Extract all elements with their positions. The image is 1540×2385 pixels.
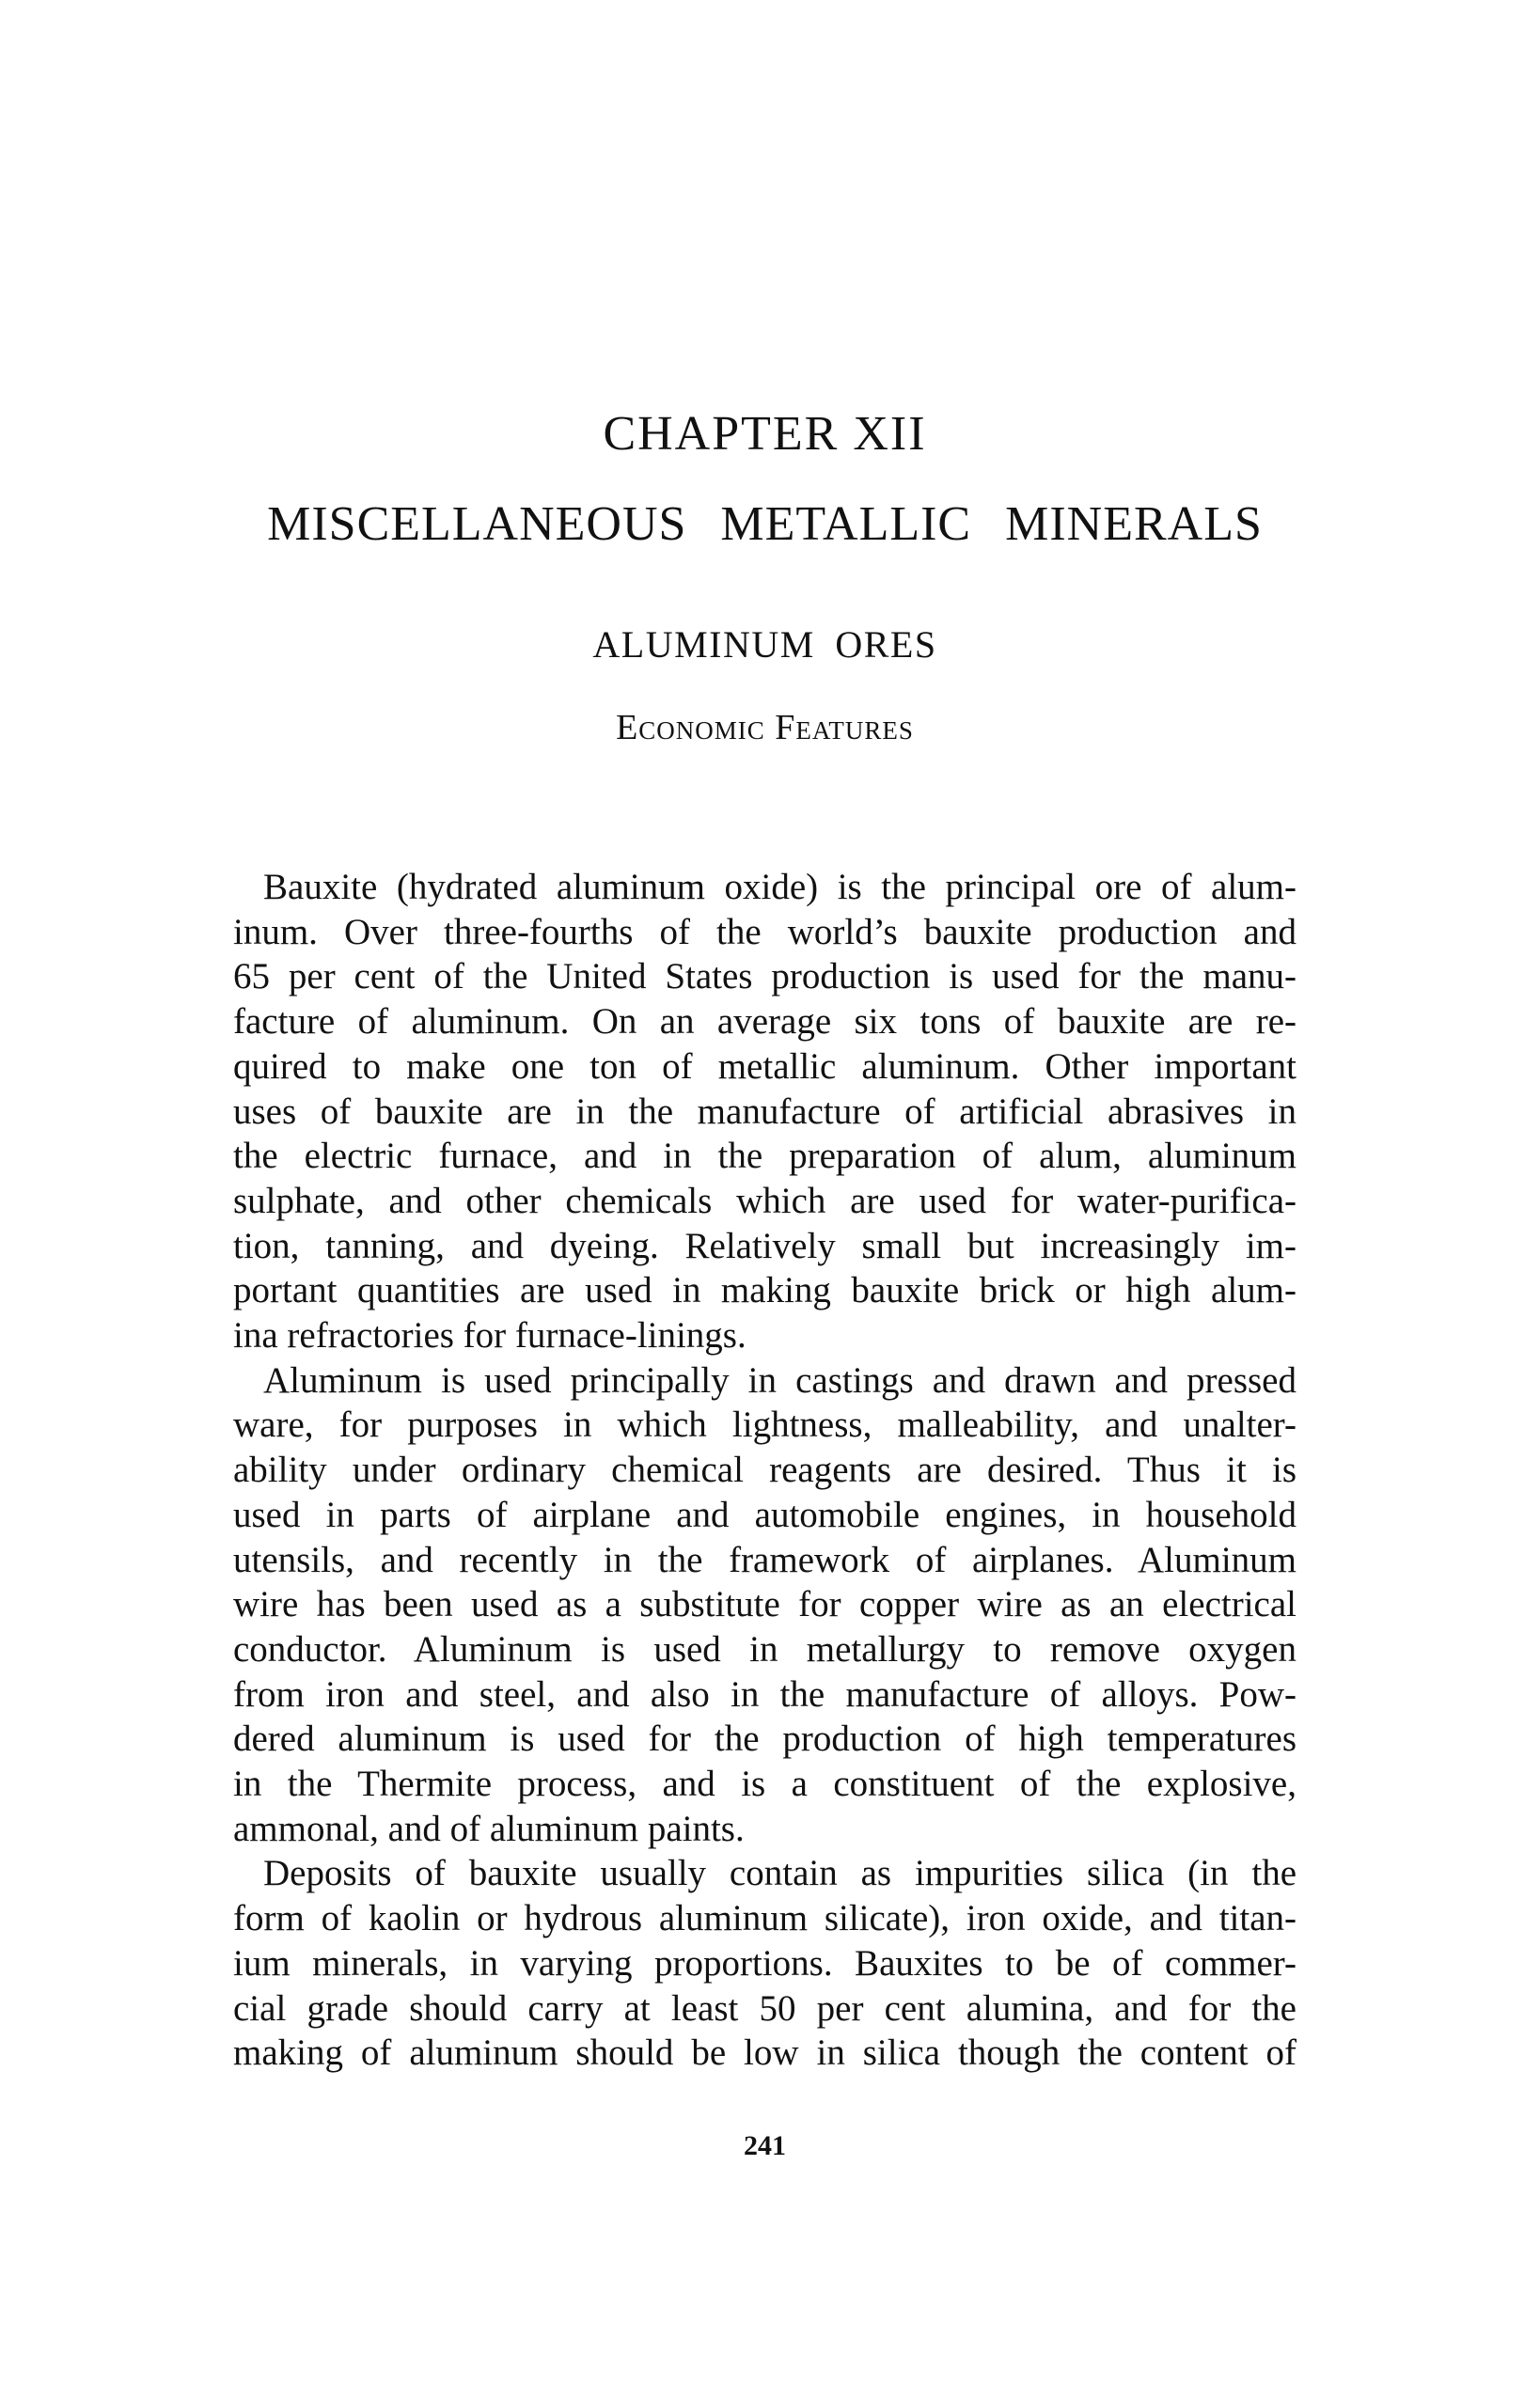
paragraph bbox=[233, 1851, 1296, 2076]
page-number: 241 bbox=[744, 2130, 786, 2161]
text-line: dered aluminum is used for the production of high temperatures bbox=[233, 1718, 1296, 1760]
subsection-heading: Economic Features bbox=[616, 708, 914, 747]
text-line: wire has been used as a substitute for copper wire as an electrical bbox=[233, 1584, 1296, 1625]
text-line: Bauxite (hydrated aluminum oxide) is the principal ore of alum- bbox=[263, 867, 1296, 907]
text-line: Aluminum is used principally in castings and drawn and pressed bbox=[263, 1359, 1296, 1401]
text-line: form of kaolin or hydrous aluminum silicate), iron oxide, and titan- bbox=[233, 1898, 1296, 1939]
text-line: cial grade should carry at least 50 per cent alumina, and for the bbox=[233, 1987, 1296, 2029]
text-line: making of aluminum should be low in silica though the content of bbox=[233, 2032, 1296, 2074]
text-line: ware, for purposes in which lightness, malleability, and unalter- bbox=[233, 1404, 1296, 1446]
body-text bbox=[233, 865, 1296, 2076]
text-line: uses of bauxite are in the manufacture of artificial abrasives in bbox=[233, 1091, 1296, 1132]
section-heading: ALUMINUM ORES bbox=[592, 623, 937, 666]
text-line: facture of aluminum. On an average six tons of bauxite are re- bbox=[233, 1001, 1296, 1043]
text-line: the electric furnace, and in the preparation of alum, aluminum bbox=[233, 1136, 1296, 1177]
text-line: 65 per cent of the United States production is used for the manu- bbox=[233, 956, 1296, 997]
text-line: from iron and steel, and also in the manufacture of alloys. Pow- bbox=[233, 1673, 1296, 1715]
chapter-number: CHAPTER XII bbox=[603, 407, 927, 461]
text-line: in the Thermite process, and is a constituent of the explosive, bbox=[233, 1764, 1296, 1805]
text-line: sulphate, and other chemicals which are used for water-purifica- bbox=[233, 1180, 1296, 1221]
text-line: tion, tanning, and dyeing. Relatively small but increasingly im- bbox=[233, 1225, 1296, 1266]
paragraph bbox=[233, 1358, 1296, 1852]
text-line: used in parts of airplane and automobile engines, in household bbox=[233, 1494, 1296, 1535]
text-line: conductor. Aluminum is used in metallurgy to remove oxygen bbox=[233, 1628, 1296, 1670]
text-line: utensils, and recently in the framework of airplanes. Aluminum bbox=[233, 1539, 1296, 1580]
paragraph bbox=[233, 865, 1296, 1358]
text-line: inum. Over three-fourths of the world’s bauxite production and bbox=[233, 911, 1296, 952]
text-line: ability under ordinary chemical reagents are desired. Thus it is bbox=[233, 1450, 1296, 1491]
chapter-title: MISCELLANEOUS METALLIC MINERALS bbox=[267, 497, 1263, 551]
text-line: quired to make one ton of metallic aluminum. Other important bbox=[233, 1045, 1296, 1087]
text-line: ina refractories for furnace-linings. bbox=[233, 1315, 746, 1357]
text-line: ium minerals, in varying proportions. Bauxites to be of commer- bbox=[233, 1942, 1296, 1984]
text-line: ammonal, and of aluminum paints. bbox=[233, 1808, 745, 1849]
text-line: portant quantities are used in making bauxite brick or high alum- bbox=[233, 1270, 1296, 1311]
text-line: Deposits of bauxite usually contain as impurities silica (in the bbox=[263, 1853, 1296, 1894]
